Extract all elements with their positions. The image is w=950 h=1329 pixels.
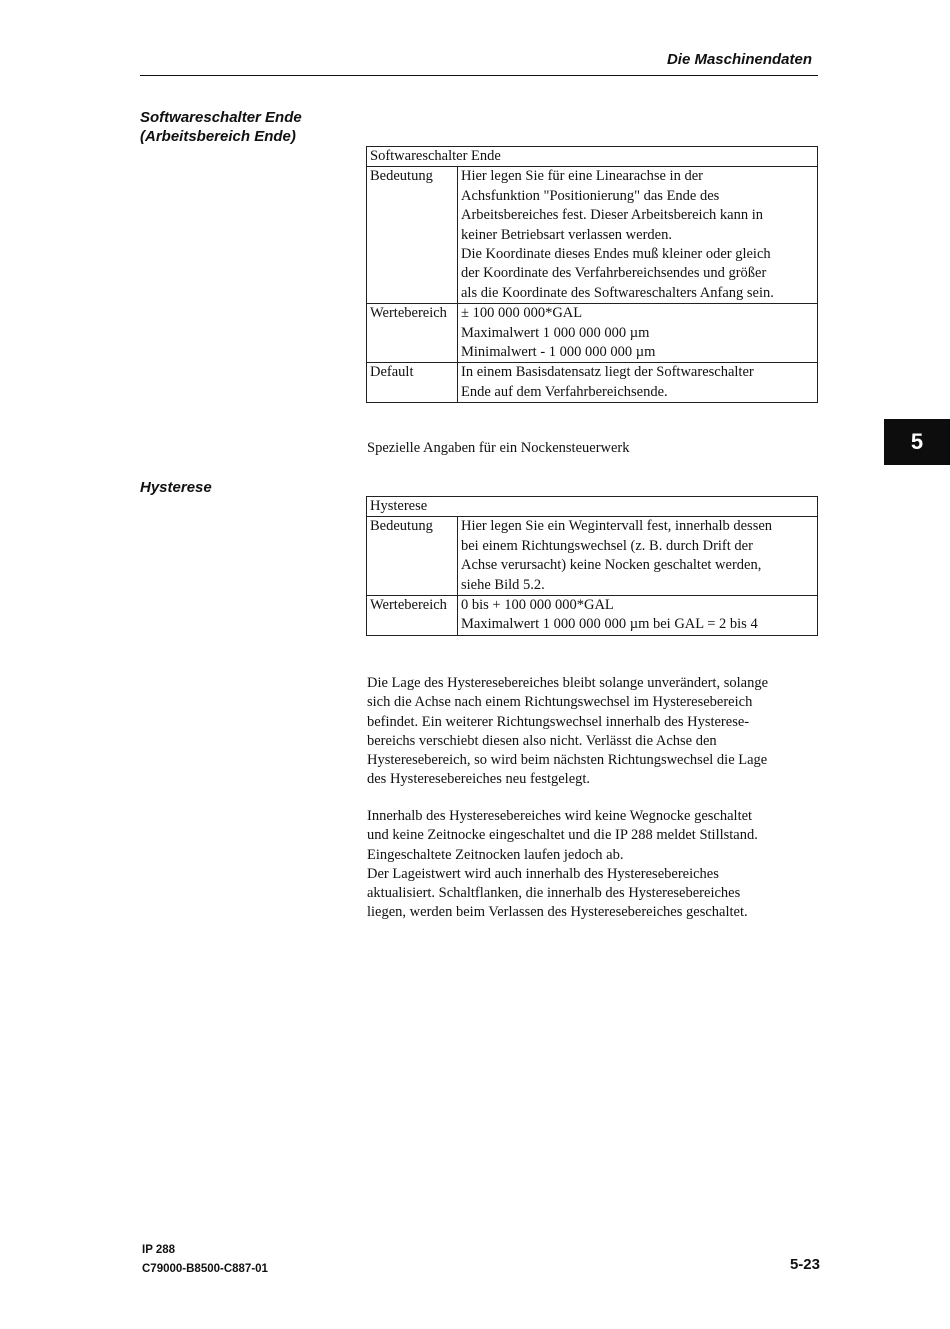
text-line: Innerhalb des Hysteresebereiches wird keine Wegnocke geschaltet xyxy=(367,808,753,824)
text-line: sich die Achse nach einem Richtungswechsel im Hysteresebereich xyxy=(367,694,753,711)
table-title: Hysterese xyxy=(367,497,818,517)
value-line: In einem Basisdatensatz liegt der Softwareschalter xyxy=(461,364,754,381)
footer-product: IP 288 xyxy=(142,1244,176,1256)
text-line: befindet. Ein weiterer Richtungswechsel innerhalb des Hysterese- xyxy=(367,713,750,730)
paragraph-hysterese-lage xyxy=(367,674,817,790)
parameter-table-hysterese xyxy=(366,496,818,636)
row-value xyxy=(458,363,818,403)
value-line: ± 100 000 000*GAL xyxy=(461,305,583,322)
text-line: liegen, werden beim Verlassen des Hysteresebereiches geschaltet. xyxy=(367,904,748,921)
row-value xyxy=(458,167,818,304)
value-line: Ende auf dem Verfahrbereichsende. xyxy=(461,383,668,400)
value-line: Maximalwert 1 000 000 000 µm bei GAL = 2 bis 4 xyxy=(461,616,758,633)
value-line: Arbeitsbereiches fest. Dieser Arbeitsbereich kann in xyxy=(461,207,763,224)
row-label: Default xyxy=(367,363,458,403)
text-line: Die Lage des Hysteresebereiches bleibt solange unverändert, solange xyxy=(367,675,769,691)
row-label: Wertebereich xyxy=(367,304,458,363)
table-row-bedeutung xyxy=(367,517,818,596)
value-line: Achsfunktion "Positionierung" das Ende des xyxy=(461,187,720,204)
table-row-wertebereich xyxy=(367,596,818,636)
table-title: Softwareschalter Ende xyxy=(367,147,818,167)
row-value xyxy=(458,304,818,363)
section-heading-hysterese xyxy=(140,478,212,497)
footer-order-number: C79000-B8500-C887-01 xyxy=(142,1263,268,1275)
intro-text xyxy=(367,439,817,458)
header-rule xyxy=(140,75,818,76)
value-line: der Koordinate des Verfahrbereichsendes und größer xyxy=(461,265,767,282)
value-line: Achse verursacht) keine Nocken geschaltet werden, xyxy=(461,557,762,574)
value-line: Die Koordinate dieses Endes muß kleiner oder gleich xyxy=(461,246,771,263)
section-heading-line: (Arbeitsbereich Ende) xyxy=(140,128,296,145)
running-header: Die Maschinendaten xyxy=(666,51,812,68)
text-line: Der Lageistwert wird auch innerhalb des Hysteresebereiches xyxy=(367,865,719,882)
section-heading-line: Softwareschalter Ende xyxy=(140,109,302,126)
paragraph-hysterese-nocken xyxy=(367,807,817,923)
text-line: bereichs verschiebt diesen also nicht. Verlässt die Achse den xyxy=(367,732,717,749)
section-heading-softwareschalter-ende xyxy=(140,108,302,146)
table-row-default xyxy=(367,363,818,403)
row-label: Bedeutung xyxy=(367,517,458,596)
text-line: des Hysteresebereiches neu festgelegt. xyxy=(367,771,591,788)
row-value xyxy=(458,517,818,596)
value-line: als die Koordinate des Softwareschalters Anfang sein. xyxy=(461,284,774,301)
value-line: 0 bis + 100 000 000*GAL xyxy=(461,597,614,614)
text-line: Hysteresebereich, so wird beim nächsten Richtungswechsel die Lage xyxy=(367,752,768,769)
value-line: keiner Betriebsart verlassen werden. xyxy=(461,226,672,243)
value-line: siehe Bild 5.2. xyxy=(461,576,545,593)
row-label: Wertebereich xyxy=(367,596,458,636)
page-number: 5-23 xyxy=(789,1256,820,1273)
table-row-wertebereich xyxy=(367,304,818,363)
value-line: Hier legen Sie für eine Linearachse in der xyxy=(461,168,703,185)
row-value xyxy=(458,596,818,636)
text-line: und keine Zeitnocke eingeschaltet und die IP 288 meldet Stillstand. xyxy=(367,827,758,844)
section-heading-line: Hysterese xyxy=(140,479,212,496)
text-line: Spezielle Angaben für ein Nockensteuerwerk xyxy=(367,440,630,456)
table-title-row xyxy=(367,497,818,517)
table-row-bedeutung xyxy=(367,167,818,304)
footer-document-id xyxy=(142,1241,268,1279)
table-title-row xyxy=(367,147,818,167)
row-label: Bedeutung xyxy=(367,167,458,304)
text-line: aktualisiert. Schaltflanken, die innerhalb des Hysteresebereiches xyxy=(367,885,741,902)
text-line: Eingeschaltete Zeitnocken laufen jedoch ab. xyxy=(367,846,624,863)
parameter-table-softwareschalter-ende xyxy=(366,146,818,403)
value-line: Hier legen Sie ein Wegintervall fest, innerhalb dessen xyxy=(461,518,773,535)
chapter-tab: 5 xyxy=(884,419,950,465)
value-line: Minimalwert - 1 000 000 000 µm xyxy=(461,344,656,361)
value-line: Maximalwert 1 000 000 000 µm xyxy=(461,324,650,341)
value-line: bei einem Richtungswechsel (z. B. durch Drift der xyxy=(461,537,753,554)
